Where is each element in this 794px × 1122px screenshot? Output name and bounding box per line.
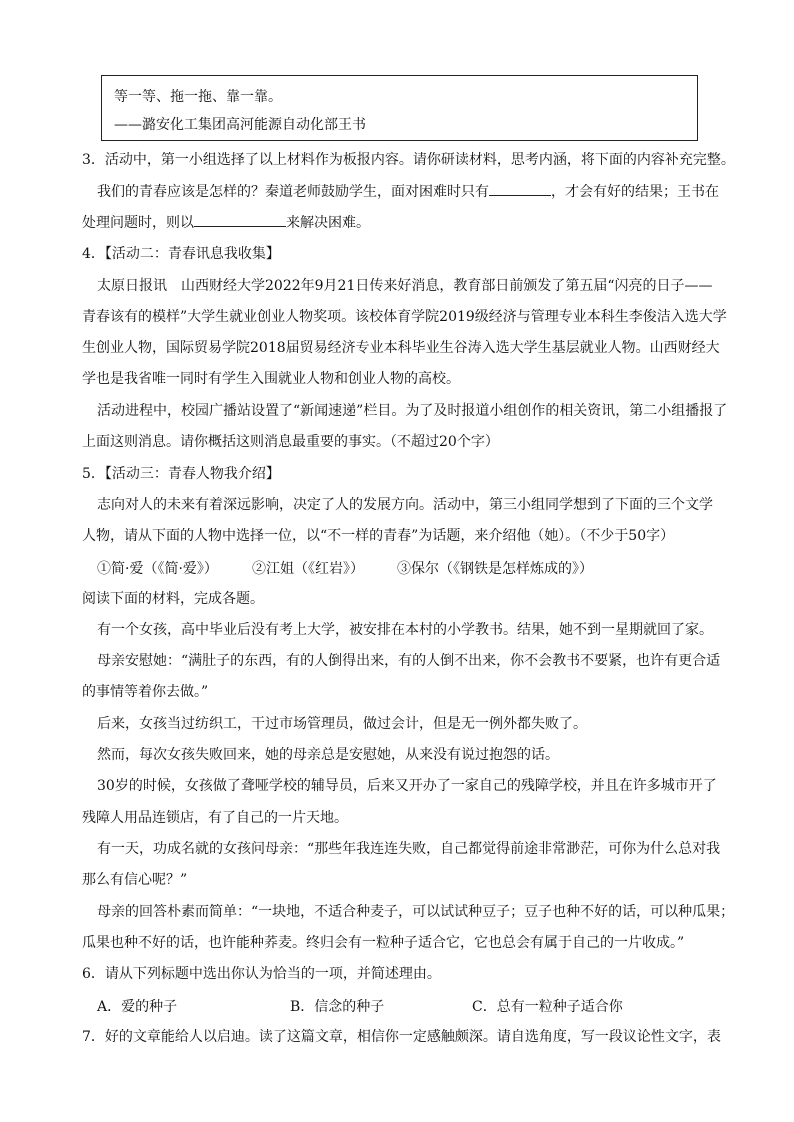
reading-p4: 然而，每次女孩失败回来，她的母亲总是安慰她，从来没有说过抱怨的话。 [97, 747, 559, 763]
q3-stem: 3．活动中，第一小组选择了以上材料作为板报内容。请你研读材料，思考内涵，将下面的内容补充完整。 [82, 152, 735, 168]
quote-line-1: 等一等、拖一拖、靠一靠。 [114, 89, 282, 105]
q5-p1-line-2: 人物，请从下面的人物中选择一位，以“不一样的青春”为话题，来介绍他（她）。（不少于50字） [82, 528, 675, 544]
q6-stem: 6．请从下列标题中选出你认为恰当的一项，并简述理由。 [82, 966, 441, 982]
q6-option-a: A．爱的种子 [97, 999, 178, 1015]
q4-p1-line-4: 学也是我省唯一同时有学生入围就业人物和创业人物的高校。 [82, 371, 460, 387]
q7-stem: 7．好的文章能给人以启迪。读了这篇文章，相信你一定感触颇深。请自选角度，写一段议论性文字，表 [82, 1029, 721, 1045]
q5-option-1: ①简·爱（《简·爱》） [97, 561, 218, 577]
q5-title: 5．【活动三：青春人物我介绍】 [82, 466, 280, 482]
q3-text-b: ，才会有好的结果；王书在 [551, 184, 719, 200]
reading-intro: 阅读下面的材料，完成各题。 [82, 591, 264, 607]
q5-option-2: ②江姐（《红岩》） [252, 561, 364, 577]
q3-line-2 [82, 212, 370, 233]
q3-blank-2[interactable] [194, 212, 286, 227]
q6-option-c: C．总有一粒种子适合你 [472, 999, 623, 1015]
reading-p6-line-1: 有一天，功成名就的女孩问母亲：“那些年我连连失败，自己都觉得前途非常渺茫，可你为什么总对我 [97, 841, 721, 857]
q4-p1-line-2: 青春该有的模样”大学生就业创业人物奖项。该校体育学院2019级经济与管理专业本科生李俊洁入选大学 [82, 309, 727, 325]
reading-p2-line-1: 母亲安慰她：“满肚子的东西，有的人倒得出来，有的人倒不出来，你不会教书不要紧，也许有更合适 [97, 653, 721, 669]
q3-text-a: 我们的青春应该是怎样的？秦道老师鼓励学生，面对困难时只有 [97, 184, 489, 200]
reading-p5-line-2: 残障人用品连锁店，有了自己的一片天地。 [82, 810, 348, 826]
q4-p2-line-2: 上面这则消息。请你概括这则消息最重要的事实。（不超过20个字） [82, 434, 499, 450]
quote-attribution: ——潞安化工集团高河能源自动化部王书 [114, 117, 366, 133]
q5-option-3: ③保尔（《钢铁是怎样炼成的》） [397, 561, 593, 577]
reading-p1: 有一个女孩，高中毕业后没有考上大学，被安排在本村的小学教书。结果，她不到一星期就回了家。 [97, 622, 713, 638]
reading-p3: 后来，女孩当过纺织工，干过市场管理员，做过会计，但是无一例外都失败了。 [97, 716, 587, 732]
q3-line-1 [97, 181, 719, 202]
q4-p2-line-1: 活动进程中，校园广播站设置了“新闻速递”栏目。为了及时报道小组创作的相关资讯，第二小组播报了 [97, 403, 728, 419]
quote-box [101, 75, 698, 141]
q5-p1-line-1: 志向对人的未来有着深远影响，决定了人的发展方向。活动中，第三小组同学想到了下面的三个文学 [97, 497, 713, 513]
q4-p1-line-1: 太原日报讯 山西财经大学2022年9月21日传来好消息，教育部日前颁发了第五届“闪亮的日子—— [97, 278, 713, 294]
q6-option-b: B．信念的种子 [290, 999, 385, 1015]
reading-p2-line-2: 的事情等着你去做。” [82, 684, 209, 700]
q4-p1-line-3: 生创业人物，国际贸易学院2018届贸易经济专业本科毕业生谷涛入选大学生基层就业人物。山西财经大 [82, 340, 720, 356]
q3-text-c: 处理问题时，则以 [82, 215, 194, 231]
reading-p5-line-1: 30岁的时候，女孩做了聋哑学校的辅导员，后来又开办了一家自己的残障学校，并且在许多城市开了 [97, 778, 717, 794]
reading-p6-line-2: 那么有信心呢？” [82, 872, 188, 888]
q4-title: 4．【活动二：青春讯息我收集】 [82, 246, 280, 262]
q3-text-d: 来解决困难。 [286, 215, 370, 231]
q3-blank-1[interactable] [489, 181, 551, 196]
reading-p7-line-1: 母亲的回答朴素而简单：“一块地，不适合种麦子，可以试试种豆子；豆子也种不好的话，可以种瓜果； [97, 904, 735, 920]
reading-p7-line-2: 瓜果也种不好的话，也许能种荞麦。终归会有一粒种子适合它，它也总会有属于自己的一片收成。” [82, 935, 685, 951]
